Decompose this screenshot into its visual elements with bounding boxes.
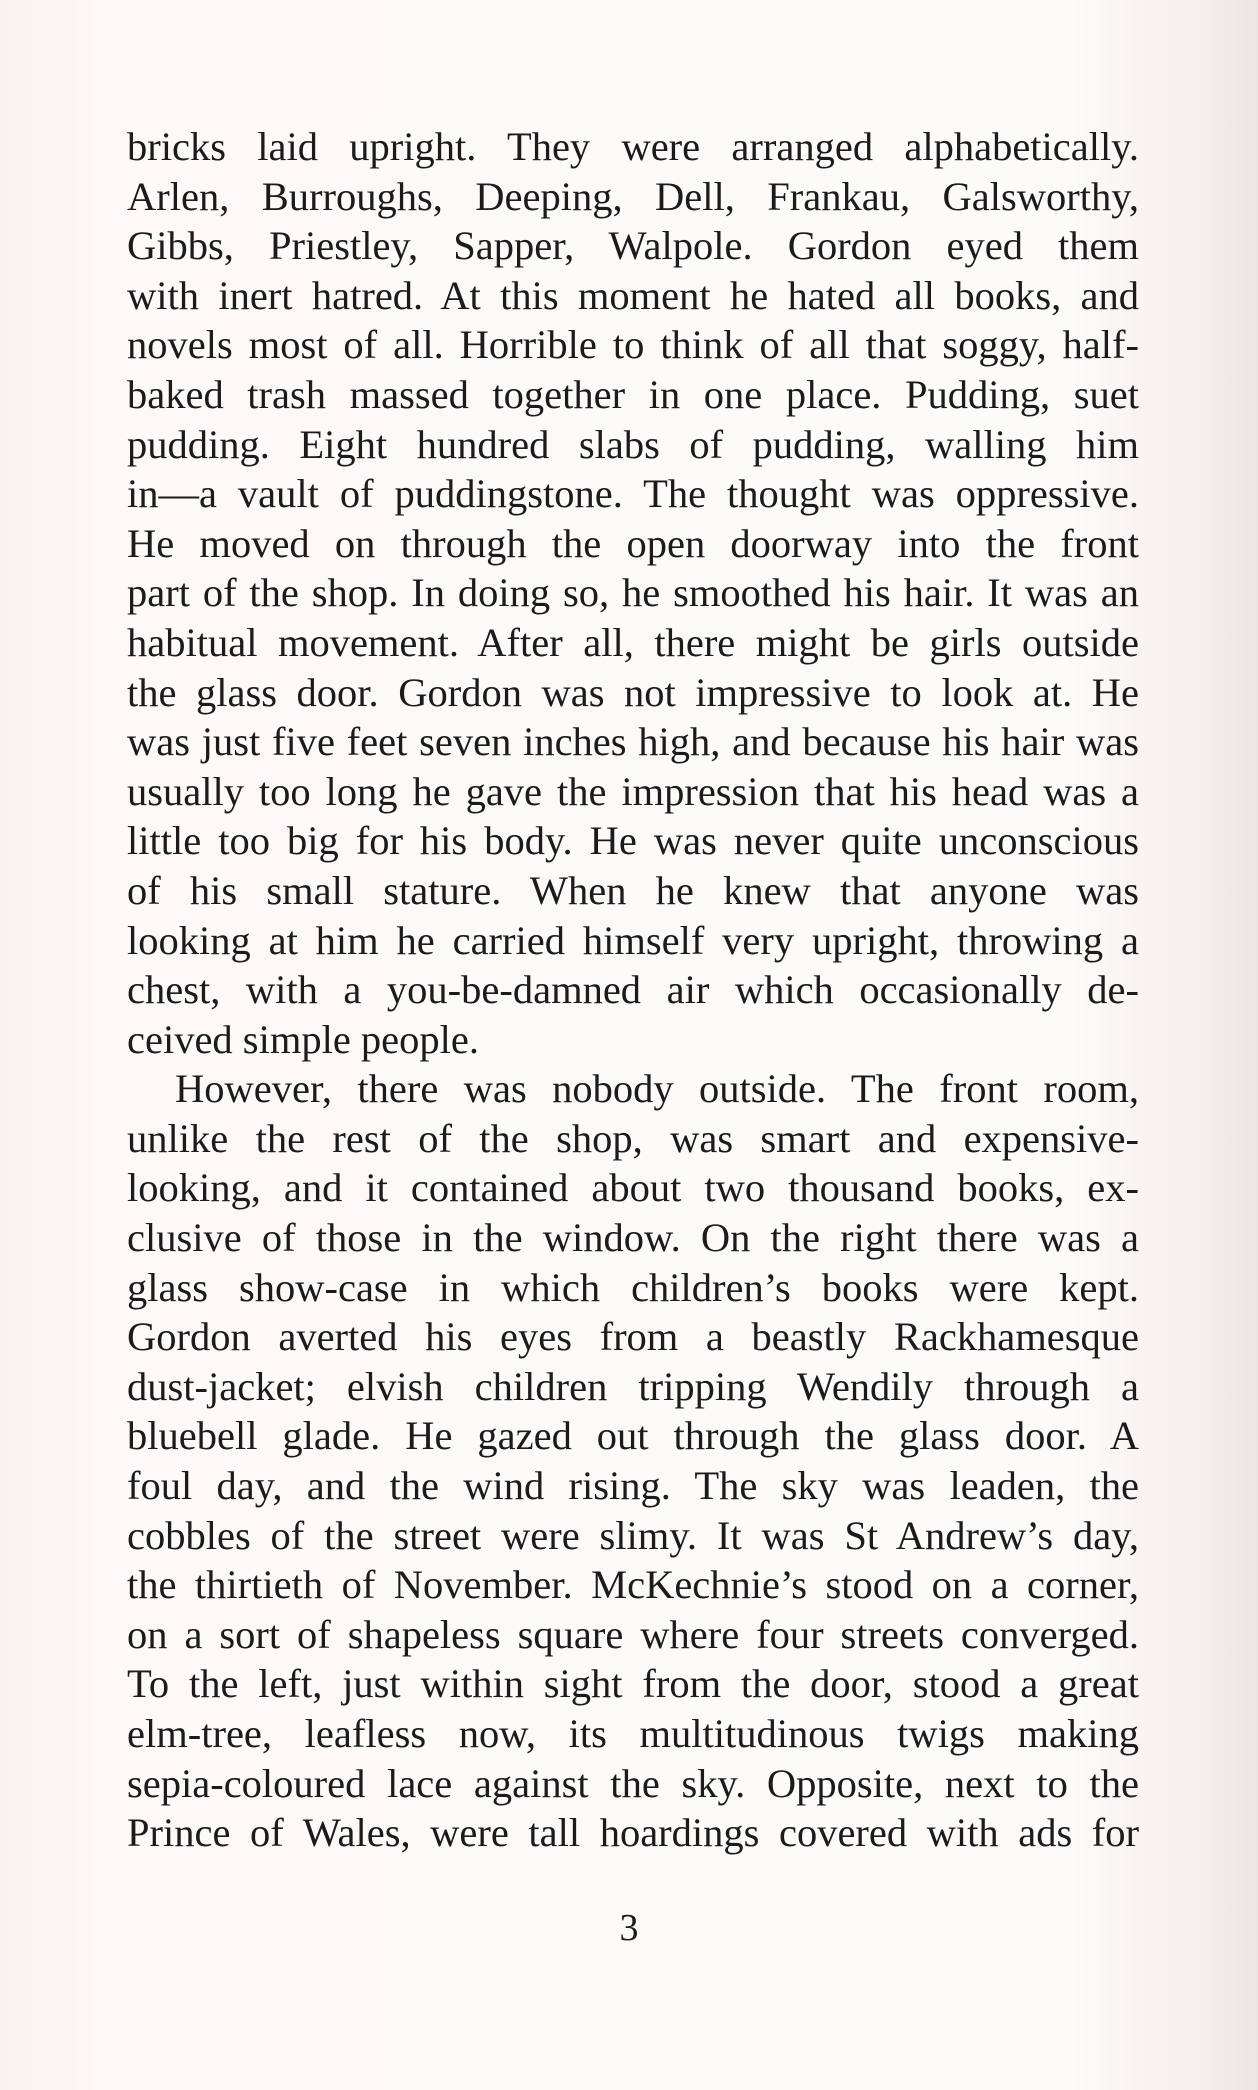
text-line: habitual movement. After all, there might be girls outside bbox=[127, 619, 1139, 665]
text-line: with inert hatred. At this moment he hated all books, and bbox=[127, 272, 1139, 318]
text-line: To the left, just within sight from the door, stood a great bbox=[127, 1661, 1139, 1707]
text-line: bluebell glade. He gazed out through the glass door. A bbox=[127, 1413, 1139, 1459]
text-line: the glass door. Gordon was not impressive to look at. He bbox=[127, 669, 1139, 715]
text-line: He moved on through the open doorway into the front bbox=[127, 520, 1139, 566]
text-line: Gibbs, Priestley, Sapper, Walpole. Gordon eyed them bbox=[127, 223, 1139, 269]
body-text bbox=[127, 122, 1139, 1858]
text-line: on a sort of shapeless square where four streets converged. bbox=[127, 1611, 1139, 1657]
text-line: dust-jacket; elvish children tripping Wendily through a bbox=[127, 1363, 1139, 1409]
text-line: sepia-coloured lace against the sky. Opposite, next to the bbox=[127, 1760, 1139, 1806]
page-number: 3 bbox=[619, 1907, 639, 1949]
text-line: of his small stature. When he knew that anyone was bbox=[127, 867, 1139, 913]
text-line: in—a vault of puddingstone. The thought was oppressive. bbox=[127, 471, 1139, 517]
text-line: pudding. Eight hundred slabs of pudding, walling him bbox=[127, 421, 1139, 467]
text-line: looking at him he carried himself very upright, throwing a bbox=[127, 917, 1139, 963]
text-line: usually too long he gave the impression that his head was a bbox=[127, 768, 1139, 814]
text-line: little too big for his body. He was never quite unconscious bbox=[127, 818, 1139, 864]
text-line: glass show-case in which children’s books were kept. bbox=[127, 1264, 1139, 1310]
text-line: baked trash massed together in one place. Pudding, suet bbox=[127, 371, 1139, 417]
text-line: novels most of all. Horrible to think of all that soggy, half- bbox=[127, 322, 1139, 368]
text-line: However, there was nobody outside. The front room, bbox=[175, 1066, 1139, 1112]
text-line: was just five feet seven inches high, and because his hair was bbox=[127, 719, 1139, 765]
text-line: Prince of Wales, were tall hoardings covered with ads for bbox=[127, 1810, 1139, 1856]
text-line: clusive of those in the window. On the right there was a bbox=[127, 1215, 1139, 1261]
text-line: Gordon averted his eyes from a beastly Rackhamesque bbox=[127, 1314, 1139, 1360]
text-line: foul day, and the wind rising. The sky was leaden, the bbox=[127, 1463, 1139, 1509]
text-line: the thirtieth of November. McKechnie’s stood on a corner, bbox=[127, 1562, 1139, 1608]
text-line: bricks laid upright. They were arranged alphabetically. bbox=[127, 124, 1139, 169]
text-line: elm-tree, leafless now, its multitudinous twigs making bbox=[127, 1711, 1139, 1756]
text-line: part of the shop. In doing so, he smoothed his hair. It was an bbox=[127, 570, 1139, 616]
text-line: Arlen, Burroughs, Deeping, Dell, Frankau, Galsworthy, bbox=[127, 173, 1139, 219]
text-line: cobbles of the street were slimy. It was St Andrew’s day, bbox=[127, 1512, 1139, 1558]
text-line: chest, with a you-be-damned air which occasionally de- bbox=[127, 967, 1139, 1013]
text-line: looking, and it contained about two thousand books, ex- bbox=[127, 1165, 1139, 1211]
text-line: unlike the rest of the shop, was smart and expensive- bbox=[127, 1115, 1139, 1161]
text-line: ceived simple people. bbox=[127, 1016, 480, 1062]
